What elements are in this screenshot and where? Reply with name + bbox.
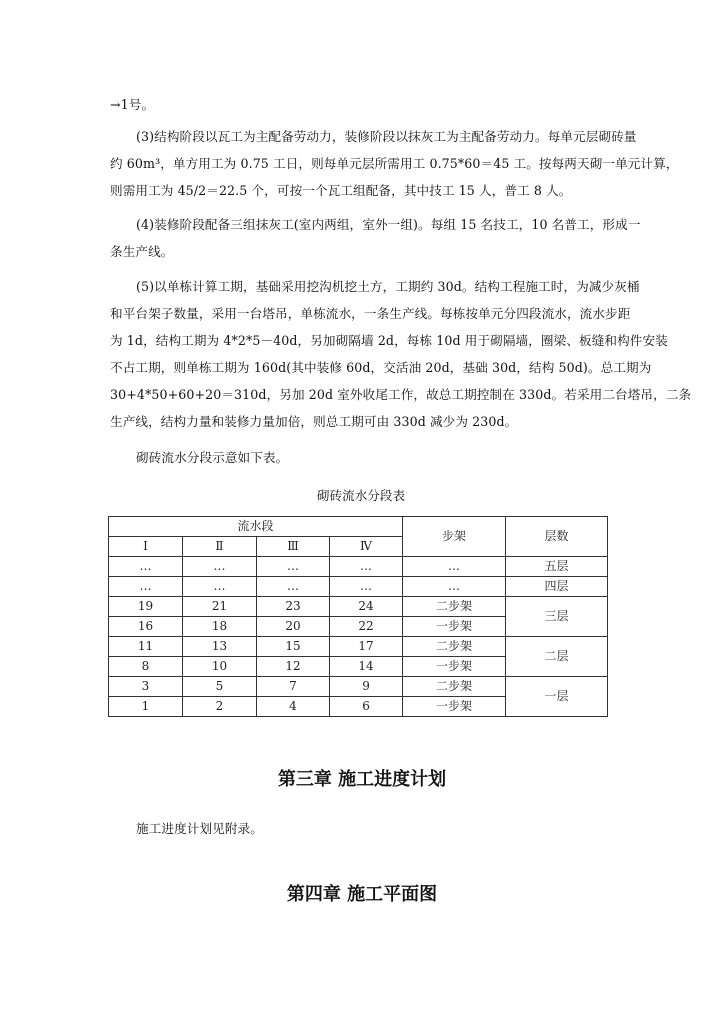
paragraph-line: 条生产线。 xyxy=(110,244,174,259)
table-cell: 24 xyxy=(330,597,403,617)
floor-cell: 四层 xyxy=(506,577,608,597)
paragraph-line: 砌砖流水分段示意如下表。 xyxy=(136,450,289,465)
table-cell: 21 xyxy=(183,597,257,617)
paragraph-line: (3)结构阶段以瓦工为主配备劳动力，装修阶段以抹灰工为主配备劳动力。每单元层砌砖量 xyxy=(136,129,637,144)
chapter-3-title: 第三章 施工进度计划 xyxy=(277,769,447,790)
paragraph-line: 约 60m³，单方用工为 0.75 工日，则每单元层所需用工 0.75*60＝45 工。按每两天砌一单元计算， xyxy=(110,156,679,171)
table-cell: … xyxy=(109,557,183,577)
header-segment-1: Ⅰ xyxy=(109,537,183,557)
paragraph-line: 为 1d，结构工期为 4*2*5－40d，另加砌隔墙 2d，每栋 10d 用于砌隔墙，圈梁、板缝和构件安装 xyxy=(110,333,668,348)
flow-segment-table xyxy=(108,516,608,717)
table-cell: … xyxy=(330,557,403,577)
table-cell: 2 xyxy=(183,697,257,717)
table-cell: 4 xyxy=(257,697,330,717)
paragraph-line: 和平台架子数量，采用一台塔吊，单栋流水，一条生产线。每栋按单元分四段流水，流水步距 xyxy=(110,306,631,321)
table-cell: 3 xyxy=(109,677,183,697)
table-cell: 18 xyxy=(183,617,257,637)
header-segment-2: Ⅱ xyxy=(183,537,257,557)
header-segment-3: Ⅲ xyxy=(257,537,330,557)
table-cell: 5 xyxy=(183,677,257,697)
table-row xyxy=(109,677,608,697)
paragraph-line: (4)装修阶段配备三组抹灰工(室内两组，室外一组)。每组 15 名技工，10 名普工，形成一 xyxy=(136,217,641,232)
table-row xyxy=(109,597,608,617)
paragraph-line: 则需用工为 45/2＝22.5 个，可按一个瓦工组配备，其中技工 15 人，普工 8 人。 xyxy=(110,183,572,198)
table-cell: 11 xyxy=(109,637,183,657)
table-cell: 9 xyxy=(330,677,403,697)
table-cell: … xyxy=(183,557,257,577)
chapter-4-title: 第四章 施工平面图 xyxy=(286,884,438,905)
header-flow-segment: 流水段 xyxy=(109,517,403,537)
table-cell: … xyxy=(109,577,183,597)
table-cell: 22 xyxy=(330,617,403,637)
table-cell: … xyxy=(183,577,257,597)
paragraph-line: 不占工期，则单栋工期为 160d(其中装修 60d，交活油 20d，基础 30d，结构 50d)。总工期为 xyxy=(110,360,652,375)
table-cell: 20 xyxy=(257,617,330,637)
table-caption: 砌砖流水分段表 xyxy=(316,488,406,503)
floor-cell: 五层 xyxy=(506,557,608,577)
floor-cell: 一层 xyxy=(506,677,608,717)
table-cell: … xyxy=(257,557,330,577)
table-cell: 15 xyxy=(257,637,330,657)
floor-cell: 二层 xyxy=(506,637,608,677)
table-row xyxy=(109,637,608,657)
table-cell: 一步架 xyxy=(403,697,506,717)
table-cell: 13 xyxy=(183,637,257,657)
table-row xyxy=(109,577,608,597)
paragraph-line: 生产线，结构力量和装修力量加倍，则总工期可由 330d 减少为 230d。 xyxy=(110,414,518,429)
table-cell: 8 xyxy=(109,657,183,677)
table-cell: 14 xyxy=(330,657,403,677)
floor-cell: 三层 xyxy=(506,597,608,637)
table-cell: 6 xyxy=(330,697,403,717)
header-floors: 层数 xyxy=(506,517,608,557)
table-cell: 17 xyxy=(330,637,403,657)
table-cell: … xyxy=(330,577,403,597)
paragraph-line: (5)以单栋计算工期，基础采用挖沟机挖土方，工期约 30d。结构工程施工时，为减少灰桶 xyxy=(136,279,640,294)
header-scaffold: 步架 xyxy=(403,517,506,557)
paragraph-line: →1号。 xyxy=(110,97,155,112)
table-cell: 一步架 xyxy=(403,617,506,637)
table-cell: … xyxy=(403,557,506,577)
paragraph-line: 30+4*50+60+20＝310d，另加 20d 室外收尾工作，故总工期控制在 330d。若采用二台塔吊，二条 xyxy=(110,387,692,402)
table-cell: 23 xyxy=(257,597,330,617)
table-cell: 二步架 xyxy=(403,597,506,617)
table-cell: 16 xyxy=(109,617,183,637)
header-segment-4: Ⅳ xyxy=(330,537,403,557)
chapter-3-body: 施工进度计划见附录。 xyxy=(136,821,263,836)
table-cell: … xyxy=(257,577,330,597)
table-cell: 二步架 xyxy=(403,677,506,697)
table-cell: 12 xyxy=(257,657,330,677)
table-cell: 二步架 xyxy=(403,637,506,657)
table-cell: 一步架 xyxy=(403,657,506,677)
table-cell: 19 xyxy=(109,597,183,617)
table-cell: … xyxy=(403,577,506,597)
table-cell: 10 xyxy=(183,657,257,677)
table-cell: 7 xyxy=(257,677,330,697)
table-cell: 1 xyxy=(109,697,183,717)
table-row xyxy=(109,557,608,577)
